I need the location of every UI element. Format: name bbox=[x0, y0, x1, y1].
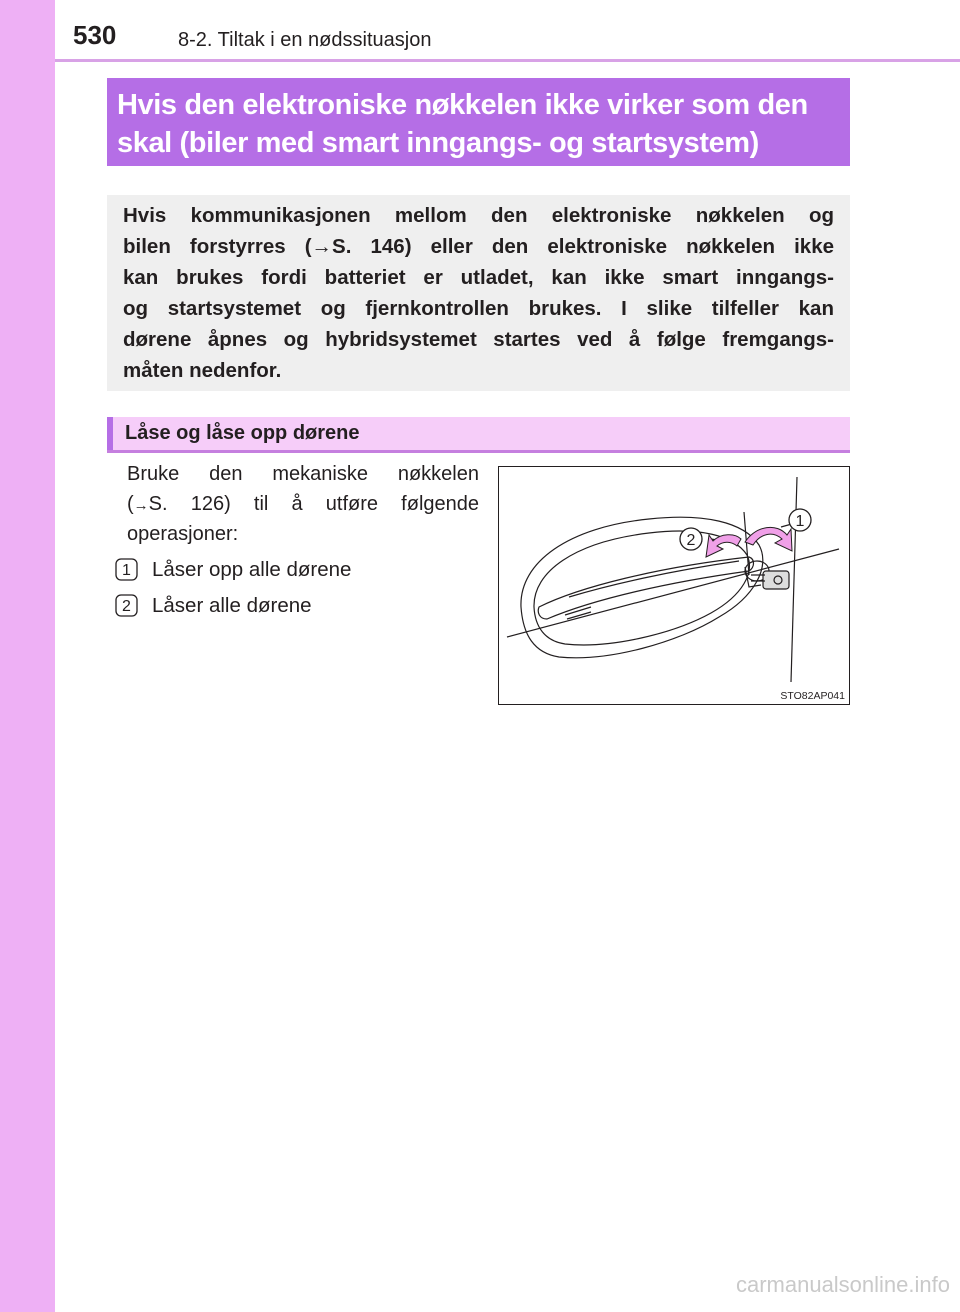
subheading-box bbox=[107, 417, 850, 453]
door-handle-figure bbox=[498, 466, 850, 705]
body-line-text: S. 126) til å utføre følgende bbox=[148, 493, 479, 515]
unlock-arrow bbox=[745, 527, 792, 551]
intro-line: måten nedenfor. bbox=[123, 359, 282, 382]
arrow-right-icon: → bbox=[133, 497, 149, 514]
subheading: Låse og låse opp dørene bbox=[125, 422, 360, 444]
intro-line: kan brukes fordi batteriet er utladet, kan ikke smart inngangs- bbox=[123, 266, 834, 289]
step-text: Låser alle dørene bbox=[152, 594, 312, 617]
lock-arrow bbox=[706, 535, 741, 557]
page-number: 530 bbox=[73, 20, 117, 50]
callout-1: 1 bbox=[795, 513, 805, 530]
watermark: carmanualsonline.info bbox=[735, 1272, 950, 1297]
step-text: Låser opp alle dørene bbox=[152, 558, 352, 581]
intro-line: Hvis kommunikasjonen mellom den elektroniske nøkkelen og bbox=[123, 204, 834, 227]
section-header: 8-2. Tiltak i en nødssituasjon bbox=[178, 29, 432, 51]
intro-line bbox=[123, 231, 834, 262]
body-line: (→S. 126) til å utføre følgende bbox=[127, 493, 479, 515]
section-title-line-2: skal (biler med smart inngangs- og startsystem) bbox=[117, 127, 759, 159]
step-number-badge bbox=[115, 558, 138, 581]
intro-box bbox=[107, 195, 850, 391]
step-number: 2 bbox=[122, 598, 131, 615]
body-line: Bruke den mekaniske nøkkelen bbox=[127, 463, 479, 485]
subheading-bar bbox=[107, 417, 113, 450]
section-title-line-1: Hvis den elektroniske nøkkelen ikke virker som den bbox=[117, 89, 808, 121]
section-title-box bbox=[107, 78, 850, 166]
side-tab-strip bbox=[0, 0, 55, 1312]
header-rule bbox=[55, 59, 960, 62]
step-number: 1 bbox=[122, 562, 131, 579]
door-handle-illustration bbox=[499, 467, 849, 704]
callout-2: 2 bbox=[686, 532, 696, 549]
intro-line: og startsystemet og fjernkontrollen brukes. I slike tilfeller kan bbox=[123, 297, 834, 320]
body-line: operasjoner: bbox=[127, 523, 239, 545]
figure-code: STO82AP041 bbox=[780, 690, 845, 702]
intro-line-text: bilen forstyrres (→S. 146) eller den elektroniske nøkkelen ikke bbox=[123, 235, 834, 258]
intro-line: dørene åpnes og hybridsystemet startes ved å følge fremgangs- bbox=[123, 328, 834, 351]
step-number-badge bbox=[115, 594, 138, 617]
